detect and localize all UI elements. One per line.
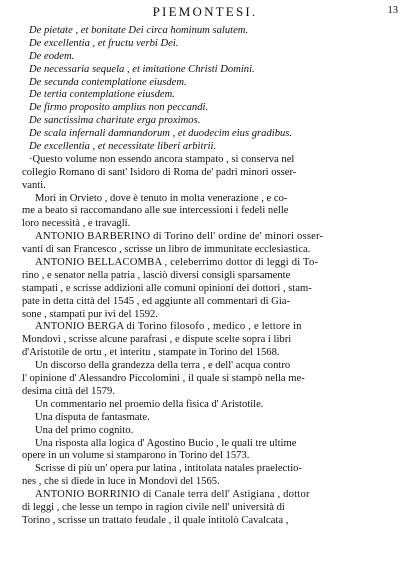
text-line: collegio Romano di sant' Isidoro di Roma de' padri minori osser- <box>22 166 297 178</box>
text-line: De eodem. <box>29 50 75 62</box>
text-line: ·Questo volume non essendo ancora stampato , si conserva nel <box>29 153 295 165</box>
text-line: opere in un volume si stamparono in Torino del 1573. <box>22 450 250 462</box>
text-line: De secunda contemplatione eiusdem. <box>29 76 187 88</box>
text-line: Una disputa de fantasmate. <box>35 411 150 423</box>
text-line: Un commentario nel proemio della fisica d' Aristotile. <box>35 398 264 410</box>
text-line: Scrisse di più un' opera pur latina , intitolata natales praelectio- <box>35 463 302 475</box>
text-line: nes , che si diede in luce in Mondovì del 1565. <box>22 476 220 488</box>
text-line: di leggi , che lesse un tempo in ragion civile nell' università di <box>22 501 285 513</box>
text-line: l' opinione d' Alessandro Piccolomini , il quale si stampò nella me- <box>22 373 305 385</box>
text-line: Torino , scrisse un trattato feudale , il quale intitolò Cavalcata , <box>22 514 289 526</box>
text-line: De firmo proposito amplius non peccandi. <box>29 102 209 114</box>
text-line: ANTONIO BARBERINO di Torino dell' ordine de' minori osser- <box>35 231 324 243</box>
running-head: PIEMONTESI. <box>152 4 258 19</box>
text-line: desima città del 1579. <box>22 385 115 397</box>
text-line: stampati , e scrisse addizioni alle comuni opinioni dei dottori , stam- <box>22 282 312 294</box>
page-number: 13 <box>387 5 398 16</box>
text-line: De necessaria sequela , et imitatione Christi Domini. <box>29 63 255 75</box>
text-line: De excellentia , et fructu verbi Dei. <box>29 37 179 49</box>
text-line: De excellentia , et necessitate liberi arbitrii. <box>29 141 217 153</box>
text-line: loro necessità , e travagli. <box>22 218 131 230</box>
text-line: Mondovì , scrisse alcune parafrasi , e dispute scelte sopra i libri <box>22 334 292 346</box>
text-line: De sanctissima charitate erga proximos. <box>29 115 201 127</box>
text-line: De tertia contemplatione eiusdem. <box>29 89 175 101</box>
text-line: vanti. <box>22 179 46 191</box>
text-line: rino , e senator nella patria , lasciò diversi consigli sparsamente <box>22 269 291 281</box>
text-line: Un discorso della grandezza della terra , e dell' acqua contro <box>35 360 291 372</box>
text-line: vanti di san Francesco , scrisse un libro de immunitate ecclesiastica. <box>22 244 311 256</box>
text-line: ANTONIO BELLACOMBA , celeberrimo dottor di leggi di To- <box>35 257 319 269</box>
text-line: ANTONIO BORRINIO di Canale terra dell' Astigiana , dottor <box>35 489 310 501</box>
text-line: Morì in Orvieto , dove è tenuto in molta venerazione , e co- <box>35 192 288 204</box>
text-line: Una risposta alla logica d' Agostino Bucio , le quali tre ultime <box>35 437 297 449</box>
body-text <box>22 25 398 528</box>
text-line: d'Aristotile de ortu , et interitu , stampate in Torino del 1568. <box>22 347 280 359</box>
text-line: pate in detta città del 1545 , ed aggiunte all commentari di Gia- <box>22 295 290 307</box>
page-header <box>0 4 410 20</box>
text-line: sone , stampati pur ivi del 1592. <box>22 308 158 320</box>
text-line: De scala infernali damnandorum , et duodecim eius gradibus. <box>29 128 293 140</box>
text-line: De pietate , et bonitate Dei circa hominum salutem. <box>29 25 249 36</box>
text-line: Una del primo cognito. <box>35 424 134 436</box>
text-line: me a beato si raccomandano alle sue intercessioni i fedeli nelle <box>22 205 289 217</box>
text-line: ANTONIO BERGA di Torino filosofo , medico , e lettore in <box>35 321 302 333</box>
